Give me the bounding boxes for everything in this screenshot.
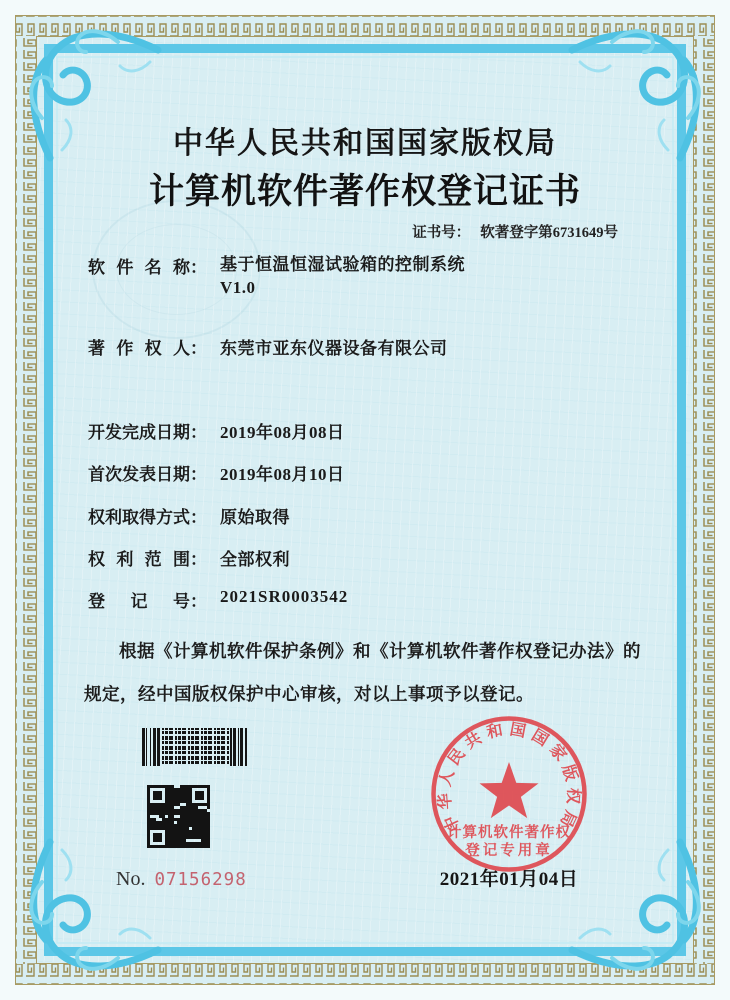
- cert-number-label: 证书号：: [412, 225, 471, 241]
- field-row-copyright-holder: [88, 334, 448, 359]
- software-version: V1.0: [220, 278, 256, 297]
- field-label-rights-acquisition: 权利取得方式: [88, 508, 190, 527]
- field-label-first-publish-date: 首次发表日期: [88, 465, 190, 484]
- field-value-rights-scope: 全部权利: [220, 550, 290, 569]
- field-row-registration-no: [88, 587, 348, 612]
- field-value-first-publish-date: 2019年08月10日: [220, 465, 345, 484]
- cert-number-value: 软著登字第6731649号: [480, 225, 618, 241]
- qr-code: [147, 785, 210, 848]
- field-colon: ：: [190, 339, 207, 358]
- field-value-copyright-holder: 东莞市亚东仪器设备有限公司: [220, 339, 448, 358]
- field-colon: ：: [190, 508, 207, 527]
- serial-value: 07156298: [154, 870, 247, 890]
- barcode-start-bars: [142, 728, 160, 766]
- field-colon: ：: [190, 258, 207, 277]
- field-colon: ：: [190, 592, 207, 611]
- barcode: [142, 728, 250, 766]
- field-colon: ：: [190, 465, 207, 484]
- certificate-title: 计算机软件著作权登记证书: [148, 172, 581, 211]
- field-label-software-name: 软件名称: [88, 258, 190, 277]
- software-name-line1: 基于恒温恒湿试验箱的控制系统: [220, 255, 465, 274]
- field-colon: ：: [190, 550, 207, 569]
- field-label-dev-complete-date: 开发完成日期: [88, 423, 190, 442]
- field-label-registration-no: 登记号: [88, 592, 190, 611]
- seal-date: 2021年01月04日: [439, 869, 579, 890]
- cert-number-line: [412, 221, 618, 242]
- official-seal: [429, 714, 589, 874]
- field-row-first-publish-date: [88, 460, 345, 485]
- barcode-data-region: [160, 728, 230, 766]
- registration-statement: [84, 630, 650, 716]
- barcode-stop-bars: [230, 728, 250, 766]
- seal-star-icon: [480, 762, 539, 818]
- serial-number: [116, 868, 247, 891]
- seal-line1: 计算机软件著作权: [447, 825, 571, 841]
- field-value-registration-no: 2021SR0003542: [220, 587, 349, 606]
- statement-line-1: 根据《计算机软件保护条例》和《计算机软件著作权登记办法》的: [119, 641, 641, 661]
- field-value-software-name: [220, 253, 465, 299]
- field-label-copyright-holder: 著作权人: [88, 339, 190, 358]
- seal-line2: 登记专用章: [465, 843, 553, 859]
- serial-prefix: No.: [116, 868, 146, 890]
- field-value-dev-complete-date: 2019年08月08日: [220, 423, 345, 442]
- statement-line-2: 规定，经中国版权保护中心审核，对以上事项予以登记。: [84, 684, 534, 704]
- field-row-rights-acquisition: [88, 503, 290, 528]
- field-row-dev-complete-date: [88, 418, 345, 443]
- authority-title: 中华人民共和国国家版权局: [173, 127, 557, 160]
- field-colon: ：: [190, 423, 207, 442]
- seal-ring-text: 中华人民共和国国家版权局: [436, 721, 582, 835]
- field-value-rights-acquisition: 原始取得: [220, 508, 290, 527]
- field-label-rights-scope: 权利范围: [88, 550, 190, 569]
- field-row-rights-scope: [88, 545, 290, 570]
- field-row-software-name: [88, 253, 465, 299]
